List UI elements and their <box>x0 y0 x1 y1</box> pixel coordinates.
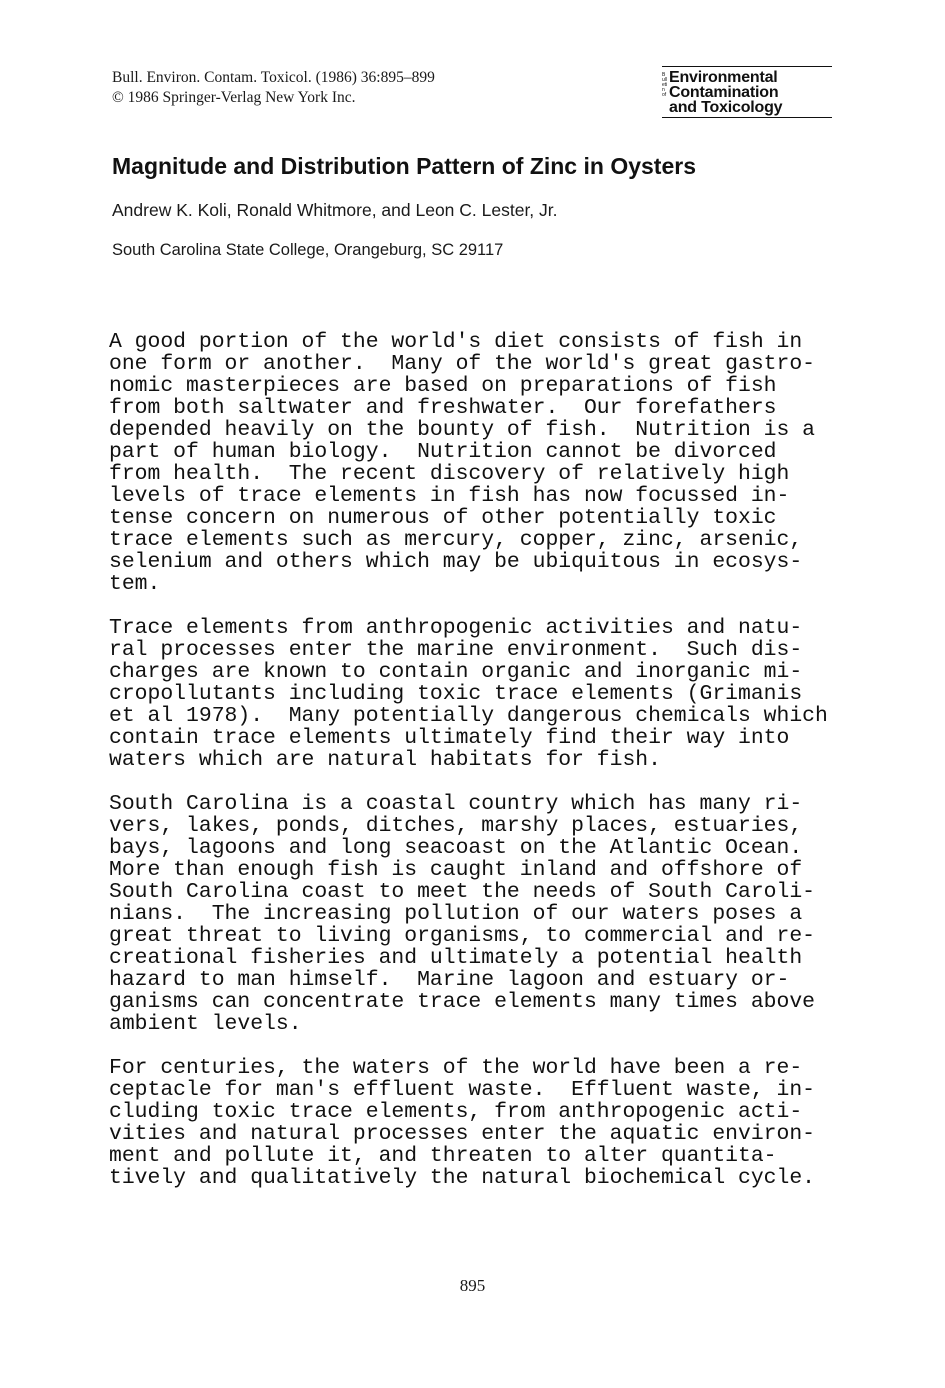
text-line: trace elements such as mercury, copper, zinc, arsenic, <box>109 528 803 552</box>
citation-header <box>112 68 435 108</box>
text-line: ment and pollute it, and threaten to alter quantita- <box>109 1144 777 1168</box>
journal-logo-bulletin: Bulletin of <box>662 72 668 98</box>
text-line: South Carolina is a coastal country which has many ri- <box>109 792 803 816</box>
text-line: great threat to living organisms, to commercial and re- <box>109 924 816 948</box>
text-line: vities and natural processes enter the aquatic environ- <box>109 1122 816 1146</box>
text-line: More than enough fish is caught inland and offshore of <box>109 858 803 882</box>
citation-line-journal: Bull. Environ. Contam. Toxicol. (1986) 36:895–899 <box>112 69 435 86</box>
text-line: tem. <box>109 572 161 596</box>
text-line: selenium and others which may be ubiquitous in ecosys- <box>109 550 803 574</box>
text-line: from health. The recent discovery of relatively high <box>109 462 790 486</box>
text-line: South Carolina coast to meet the needs of South Caroli- <box>109 880 816 904</box>
article-authors: Andrew K. Koli, Ronald Whitmore, and Leon C. Lester, Jr. <box>112 200 558 220</box>
text-line: part of human biology. Nutrition cannot be divorced <box>109 440 777 464</box>
text-line: creational fisheries and ultimately a potential health <box>109 946 803 970</box>
text-line: bays, lagoons and long seacoast on the Atlantic Ocean. <box>109 836 803 860</box>
citation-line-copyright: © 1986 Springer-Verlag New York Inc. <box>112 89 356 106</box>
text-line: charges are known to contain organic and inorganic mi- <box>109 660 803 684</box>
text-line: waters which are natural habitats for fish. <box>109 748 661 772</box>
text-line: ral processes enter the marine environment. Such dis- <box>109 638 803 662</box>
text-line: ambient levels. <box>109 1012 302 1036</box>
text-line: one form or another. Many of the world's great gastro- <box>109 352 816 376</box>
article-title: Magnitude and Distribution Pattern of Zinc in Oysters <box>112 153 696 179</box>
text-line: ganisms can concentrate trace elements many times above <box>109 990 816 1014</box>
text-line: nomic masterpieces are based on preparations of fish <box>109 374 777 398</box>
article-affiliation: South Carolina State College, Orangeburg, SC 29117 <box>112 241 504 259</box>
paragraph-1 <box>109 331 849 595</box>
text-line: ceptacle for man's effluent waste. Effluent waste, in- <box>109 1078 816 1102</box>
text-line: et al 1978). Many potentially dangerous chemicals which <box>109 704 828 728</box>
journal-logo-line-3: and Toxicology <box>669 99 783 116</box>
text-line: contain trace elements ultimately find their way into <box>109 726 790 750</box>
paragraph-2 <box>109 617 849 771</box>
page-number: 895 <box>459 1276 486 1295</box>
text-line: vers, lakes, ponds, ditches, marshy places, estuaries, <box>109 814 803 838</box>
paragraph-4 <box>109 1057 849 1189</box>
article-body <box>109 331 849 1211</box>
text-line: hazard to man himself. Marine lagoon and estuary or- <box>109 968 790 992</box>
text-line: nians. The increasing pollution of our waters poses a <box>109 902 803 926</box>
journal-logo-line-2: Contamination <box>669 84 779 101</box>
text-line: cropollutants including toxic trace elements (Grimanis <box>109 682 803 706</box>
text-line: tively and qualitatively the natural biochemical cycle. <box>109 1166 816 1190</box>
text-line: levels of trace elements in fish has now focussed in- <box>109 484 790 508</box>
text-line: A good portion of the world's diet consists of fish in <box>109 330 803 354</box>
text-line: from both saltwater and freshwater. Our forefathers <box>109 396 777 420</box>
journal-logo-line-1: Environmental <box>669 69 778 86</box>
journal-logo <box>662 66 832 118</box>
text-line: Trace elements from anthropogenic activities and natu- <box>109 616 803 640</box>
text-line: cluding toxic trace elements, from anthropogenic acti- <box>109 1100 803 1124</box>
text-line: For centuries, the waters of the world have been a re- <box>109 1056 803 1080</box>
text-line: depended heavily on the bounty of fish. Nutrition is a <box>109 418 816 442</box>
paragraph-3 <box>109 793 849 1035</box>
text-line: tense concern on numerous of other potentially toxic <box>109 506 777 530</box>
